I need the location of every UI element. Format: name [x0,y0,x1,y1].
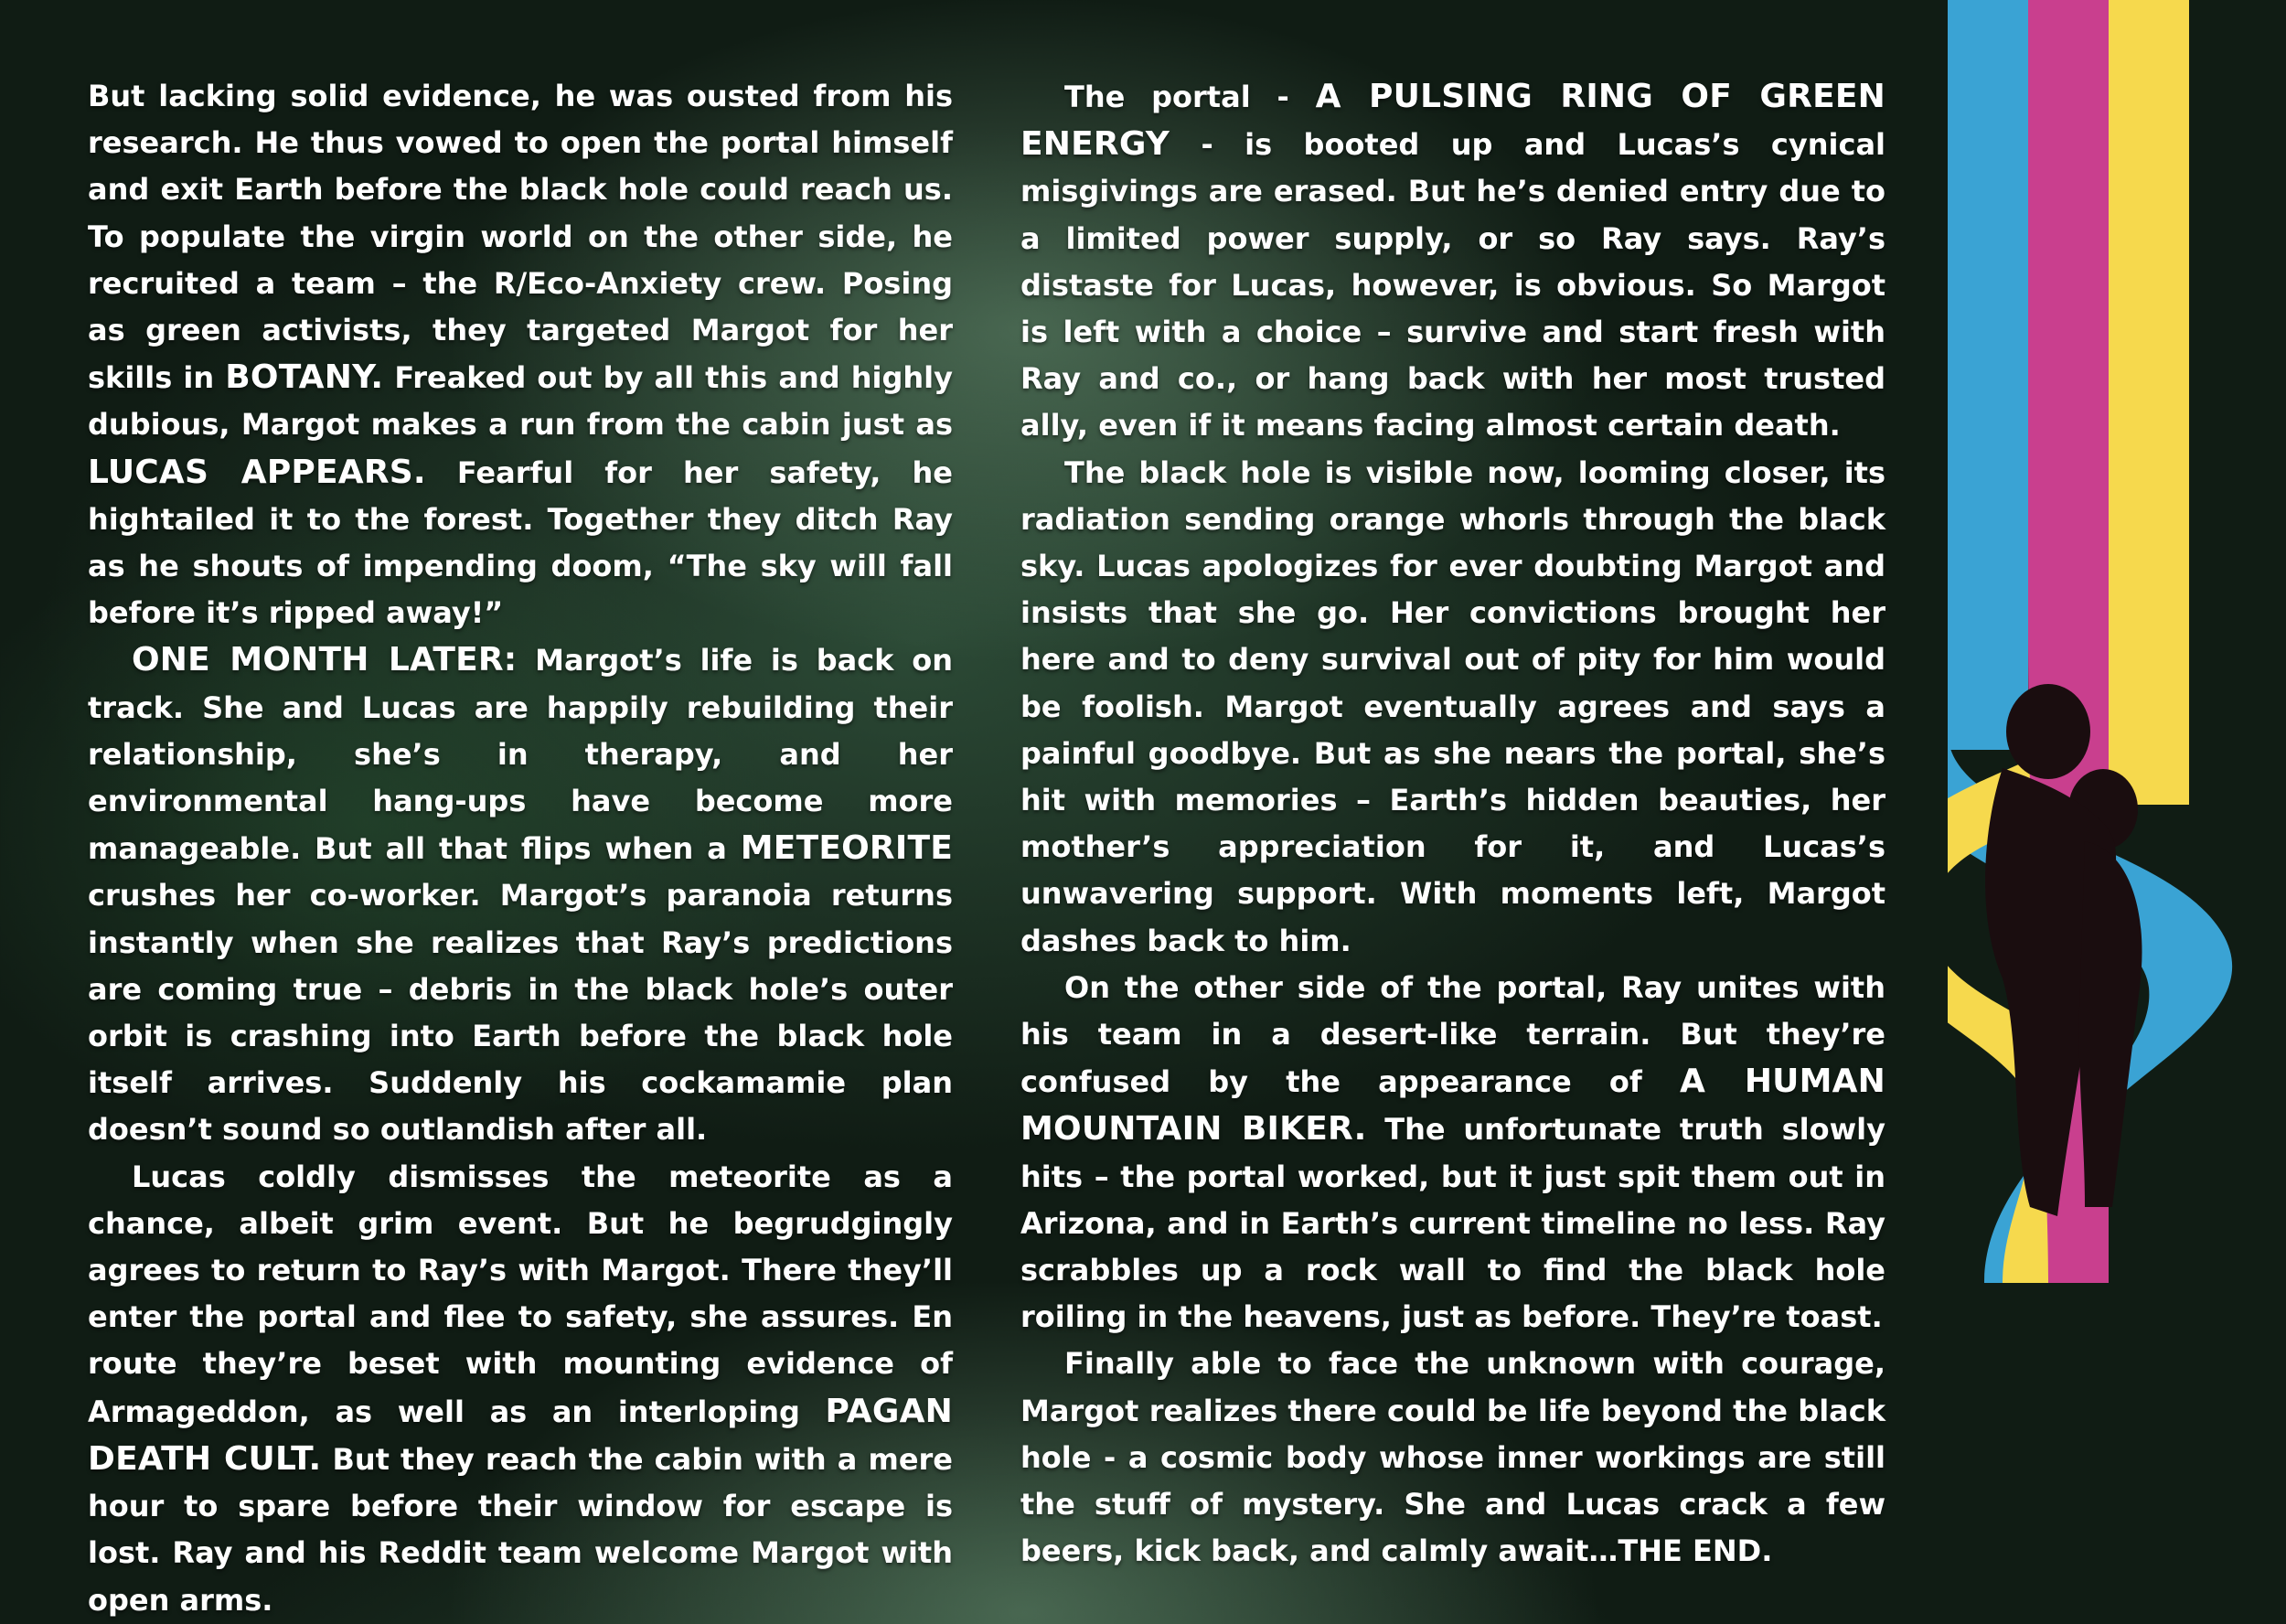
highlight-lucas-appears: LUCAS APPEARS. [88,453,426,491]
ribbon-decoration [1948,0,2286,1283]
highlight-mountain-biker: A HUMAN MOUNTAIN BIKER. [1020,1063,1885,1149]
left-column [88,73,953,1624]
paragraph-6: On the other side of the portal, Ray unites with his team in a desert-like terrain. But they’re confused by the appearance of A HUMAN MOUNTAIN BIKER. The unfortunate truth slowly hits – the portal worked, but it just spit them out in Arizona, and in Earth’s current timeline no less. Ray scrabbles up a rock wall to find the black hole roiling in the heavens, just as before. They’re toast. [1020,969,1886,1335]
highlight-botany: BOTANY. [225,358,384,397]
paragraph-3: Lucas coldly dismisses the meteorite as a chance, albeit grim event. But he begrudgingly agrees to return to Ray’s with Margot. There they’ll enter the portal and flee to safety, she assures. En route they’re beset with mounting evidence of Armageddon, as well as an interloping PAGAN DEATH CULT. But they reach the cabin with a mere hour to spare before their window for escape is lost. Ray and his Reddit team welcome Margot with open arms. [88,1159,954,1618]
pink-ribbon [2028,0,2109,640]
blue-ribbon [1948,0,2028,750]
yellow-ribbon [2109,0,2189,805]
paragraph-4: The portal - A PULSING RING OF GREEN ENERGY - is booted up and Lucas’s cynical misgivings are erased. But he’s denied entry due to a limited power supply, or so Ray says. Ray’s distaste for Lucas, however, is obvious. So Margot is left with a choice – survive and start fresh with Ray and co., or hang back with her most trusted ally, even if it means facing almost certain death. [1020,78,1885,443]
paragraph-1: But lacking solid evidence, he was ousted from his research. He thus vowed to open the portal himself and exit Earth before the black hole could reach us. To populate the virgin world on the other side, he recruited a team – the R/Eco-Anxiety crew. Posing as green activists, they targeted Margot for her skills in BOTANY. Freaked out by all this and highly dubious, Margot makes a run from the cabin just as LUCAS APPEARS. Fearful for her safety, he hightailed it to the forest. Together they ditch Ray as he shouts of impending doom, “The sky will fall before it’s ripped away!” [88,79,954,631]
highlight-pagan-death-cult: PAGAN DEATH CULT. [88,1392,953,1478]
highlight-one-month-later: ONE MONTH LATER: [132,641,518,679]
highlight-pulsing-ring: A PULSING RING OF GREEN ENERGY [1020,78,1885,164]
right-column [1020,73,1885,1576]
paragraph-7: Finally able to face the unknown with courage, Margot realizes there could be life beyond the black hole - a cosmic body whose inner workings are still the stuff of mystery. She and Lucas crack a few beers, kick back, and calmly await…THE END. [1020,1346,1885,1569]
paragraph-2: ONE MONTH LATER: Margot’s life is back on track. She and Lucas are happily rebuilding their relationship, she’s in therapy, and her environmental hang-ups have become more manageable. But all that flips when a METEORITE crushes her co-worker. Margot’s paranoia returns instantly when she realizes that Ray’s predictions are coming true – debris in the black hole’s outer orbit is crashing into Earth before the black hole itself arrives. Suddenly his cockamamie plan doesn’t sound so outlandish after all. [88,641,953,1148]
paragraph-5: The black hole is visible now, looming closer, its radiation sending orange whorls through the black sky. Lucas apologizes for ever doubting Margot and insists that she go. Her convictions brought her here and to deny survival out of pity for him would be foolish. Margot eventually agrees and says a painful goodbye. But as she nears the portal, she’s hit with memories – Earth’s hidden beauties, her mother’s appreciation for it, and Lucas’s unwavering support. With moments left, Margot dashes back to him. [1020,454,1885,958]
highlight-meteorite: METEORITE [740,829,953,868]
